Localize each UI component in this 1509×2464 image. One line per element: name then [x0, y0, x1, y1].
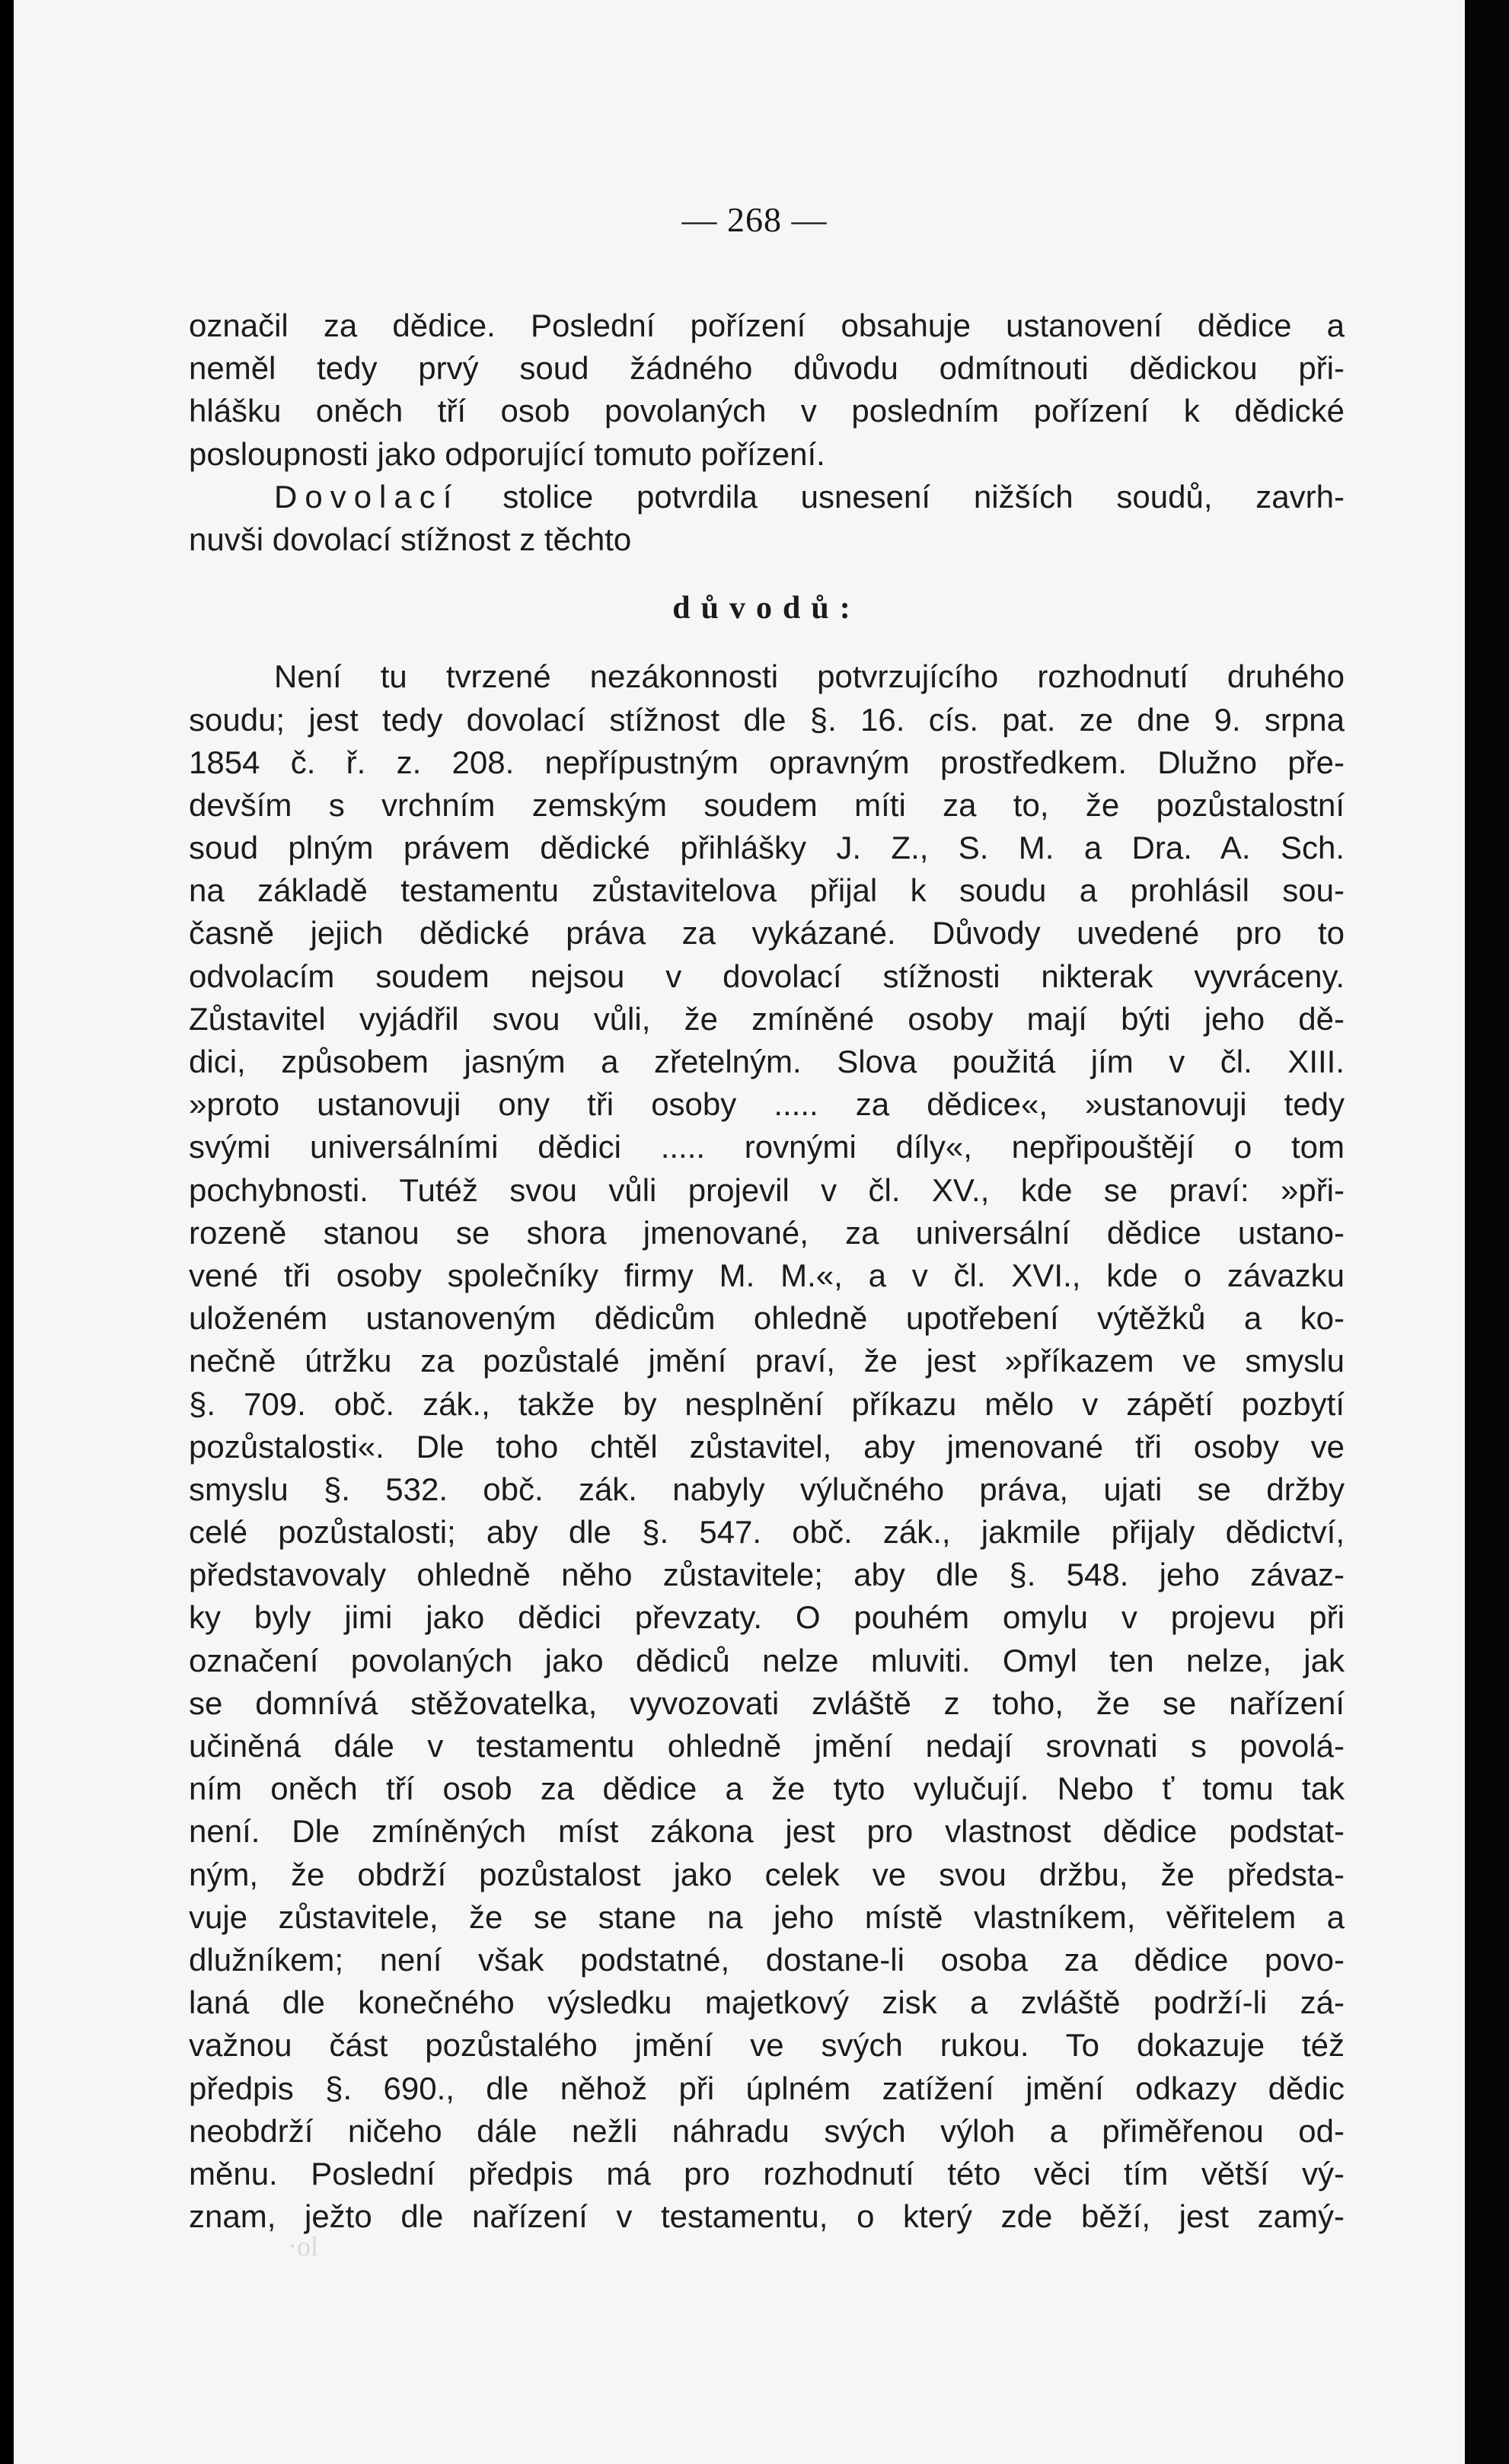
text-line: učiněná dále v testamentu ohledně jmění nedají srovnati s povolá-	[189, 1728, 1345, 1764]
text-line: važnou část pozůstalého jmění ve svých rukou. To dokazuje též	[189, 2027, 1345, 2064]
court-name: Dovolací	[274, 478, 460, 515]
text-line: §. 709. obč. zák., takže by nesplnění příkazu mělo v zápětí pozbytí	[189, 1385, 1345, 1422]
scan-smudge: ·ol	[288, 2231, 318, 2262]
text-line: znam, ježto dle nařízení v testamentu, o který zde běží, jest zamý-	[189, 2198, 1345, 2235]
text-line	[189, 476, 1345, 518]
text-line: 1854 č. ř. z. 208. nepřípustným opravným prostředkem. Dlužno pře-	[189, 744, 1345, 780]
text-line: svými universálními dědici ..... rovnými díly«, nepřipouštějí o tom	[189, 1129, 1345, 1165]
text-line: odvolacím soudem nejsou v dovolací stížnosti nikterak vyvráceny.	[189, 958, 1345, 994]
text-line: laná dle konečného výsledku majetkový zisk a zvláště podrží-li zá-	[189, 1984, 1345, 2021]
text-line: Není tu tvrzené nezákonnosti potvrzujícího rozhodnutí druhého	[274, 658, 1345, 695]
document-body	[189, 304, 1345, 2238]
text-line: devším s vrchním zemským soudem míti za to, že pozůstalostní	[189, 786, 1345, 823]
text-line: předpis §. 690., dle něhož při úplném zatížení jmění odkazy dědic	[189, 2070, 1345, 2106]
text-line: hlášku oněch tří osob povolaných v posledním pořízení k dědické	[189, 393, 1345, 429]
page-number: — 268 —	[681, 200, 828, 239]
text-line: pochybnosti. Tutéž svou vůli projevil v čl. XV., kde se praví: »při-	[189, 1171, 1345, 1208]
text-line: nuvši dovolací stížnost z těchto	[189, 521, 632, 557]
text-line: časně jejich dědické práva za vykázané. Důvody uvedené pro to	[189, 915, 1345, 951]
text-line: soudu; jest tedy dovolací stížnost dle §. 16. cís. pat. ze dne 9. srpna	[189, 701, 1345, 738]
text-line: rozeně stanou se shora jmenované, za universální dědice ustano-	[189, 1214, 1345, 1251]
text-line: smyslu §. 532. obč. zák. nabyly výlučného práva, ujati se držby	[189, 1471, 1345, 1507]
text-line-rest: stolice potvrdila usnesení nižších soudů, zavrh-	[459, 478, 1345, 515]
text-line: není. Dle zmíněných míst zákona jest pro vlastnost dědice podstat-	[189, 1813, 1345, 1850]
text-line: ky byly jimi jako dědici převzaty. O pouhém omylu v projevu při	[189, 1599, 1345, 1636]
text-line: neobdrží ničeho dále nežli náhradu svých výloh a přiměřenou od-	[189, 2112, 1345, 2149]
text-line: měnu. Poslední předpis má pro rozhodnutí této věci tím větší vý-	[189, 2155, 1345, 2191]
text-line: pozůstalosti«. Dle toho chtěl zůstavitel, aby jmenované tři osoby ve	[189, 1428, 1345, 1465]
text-line: dici, způsobem jasným a zřetelným. Slova použitá jím v čl. XIII.	[189, 1044, 1345, 1079]
text-line: ním oněch tří osob za dědice a že tyto vylučují. Nebo ť tomu tak	[189, 1771, 1345, 1807]
text-line: označil za dědice. Poslední pořízení obsahuje ustanovení dědice a	[189, 308, 1345, 343]
text-line: uloženém ustanoveným dědicům ohledně upotřebení výtěžků a ko-	[189, 1300, 1345, 1337]
paragraph-2	[189, 476, 1345, 561]
paragraph-1	[189, 304, 1345, 476]
text-line: vené tři osoby společníky firmy M. M.«, a v čl. XVI., kde o závazku	[189, 1257, 1345, 1293]
text-line: celé pozůstalosti; aby dle §. 547. obč. zák., jakmile přijaly dědictví,	[189, 1514, 1345, 1551]
text-line: vuje zůstavitele, že se stane na jeho místě vlastníkem, věřitelem a	[189, 1898, 1345, 1935]
scan-edge	[1465, 0, 1509, 2464]
text-line: představovaly ohledně něho zůstavitele; aby dle §. 548. jeho závaz-	[189, 1557, 1345, 1593]
text-line: Zůstavitel vyjádřil svou vůli, že zmíněné osoby mají býti jeho dě-	[189, 1000, 1345, 1037]
text-line: se domnívá stěžovatelka, vyvozovati zvláště z toho, že se nařízení	[189, 1685, 1345, 1721]
text-line: neměl tedy prvý soud žádného důvodu odmítnouti dědickou při-	[189, 350, 1345, 387]
text-line: soud plným právem dědické přihlášky J. Z., S. M. a Dra. A. Sch.	[189, 830, 1345, 866]
text-line: nečně útržku za pozůstalé jmění praví, že jest »příkazem ve smyslu	[189, 1343, 1345, 1379]
text-line: posloupnosti jako odporující tomuto pořízení.	[189, 435, 825, 472]
text-line: »proto ustanovuji ony tři osoby ..... za dědice«, »ustanovuji tedy	[189, 1086, 1345, 1123]
section-heading: důvodů:	[672, 591, 861, 626]
text-line: na základě testamentu zůstavitelova přijal k soudu a prohlásil sou-	[189, 872, 1345, 909]
text-line: ným, že obdrží pozůstalost jako celek ve svou držbu, že předsta-	[189, 1856, 1345, 1892]
text-line: označení povolaných jako dědiců nelze mluviti. Omyl ten nelze, jak	[189, 1642, 1345, 1678]
text-line: dlužníkem; není však podstatné, dostane-li osoba za dědice povo-	[189, 1941, 1345, 1978]
paragraph-3	[189, 655, 1345, 2238]
